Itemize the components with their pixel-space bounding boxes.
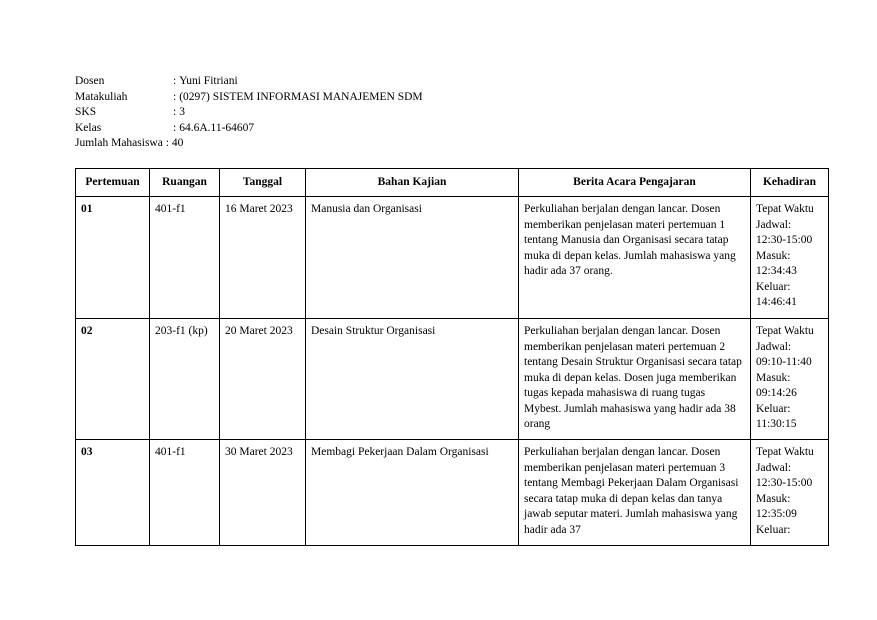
header-pertemuan: Pertemuan xyxy=(76,169,150,197)
meta-row-dosen xyxy=(75,74,423,90)
table-row xyxy=(76,319,829,440)
kehadiran-keluar: 11:30:15 xyxy=(756,418,797,430)
kehadiran-masuk-label: Masuk: xyxy=(756,249,791,262)
header-ruangan: Ruangan xyxy=(150,169,220,197)
kehadiran-keluar-label: Keluar: xyxy=(756,523,791,536)
kehadiran-jadwal: 12:30-15:00 xyxy=(756,234,813,246)
cell-pertemuan: 01 xyxy=(76,197,150,319)
kehadiran-jadwal-label: Jadwal: xyxy=(756,461,792,474)
meta-value: 40 xyxy=(171,137,184,149)
kehadiran-status: Tepat Waktu xyxy=(756,325,814,337)
cell-kehadiran xyxy=(751,319,829,440)
table-header-row xyxy=(76,169,829,197)
cell-tanggal: 16 Maret 2023 xyxy=(220,197,306,319)
kehadiran-masuk-label: Masuk: xyxy=(756,492,791,505)
cell-pertemuan: 03 xyxy=(76,440,150,546)
kehadiran-masuk: 09:14:26 xyxy=(756,387,797,399)
meta-label: SKS xyxy=(75,106,97,118)
meta-separator: : xyxy=(173,90,177,103)
cell-bahan-kajian: Desain Struktur Organisasi xyxy=(306,319,519,440)
table-row xyxy=(76,440,829,546)
meta-separator: : xyxy=(173,121,177,134)
kehadiran-jadwal-label: Jadwal: xyxy=(756,340,792,353)
cell-bahan-kajian: Manusia dan Organisasi xyxy=(306,197,519,319)
kehadiran-masuk-label: Masuk: xyxy=(756,371,791,384)
meta-label: Matakuliah xyxy=(75,90,128,103)
meta-value: (0297) SISTEM INFORMASI MANAJEMEN SDM xyxy=(179,90,423,103)
kehadiran-status: Tepat Waktu xyxy=(756,446,814,458)
cell-berita-acara: Perkuliahan berjalan dengan lancar. Dosen memberikan penjelasan materi pertemuan 3 tentang Membagi Pekerjaan Dalam Organisasi secara tatap muka di depan kelas dan tanya jawab seputar materi. Jumlah mahasiswa yang hadir ada 37 xyxy=(519,440,751,546)
meta-separator: : xyxy=(173,75,177,87)
meta-row-matakuliah xyxy=(75,90,423,106)
meta-value: 3 xyxy=(179,106,185,118)
kehadiran-keluar-label: Keluar: xyxy=(756,402,791,415)
cell-berita-acara: Perkuliahan berjalan dengan lancar. Dosen memberikan penjelasan materi pertemuan 1 tentang Manusia dan Organisasi secara tatap muka di depan kelas. Jumlah mahasiswa yang hadir ada 37 orang. xyxy=(519,197,751,319)
kehadiran-jadwal: 12:30-15:00 xyxy=(756,477,813,489)
cell-ruangan: 401-f1 xyxy=(150,197,220,319)
cell-tanggal: 30 Maret 2023 xyxy=(220,440,306,546)
kehadiran-masuk: 12:35:09 xyxy=(756,508,797,520)
cell-pertemuan: 02 xyxy=(76,319,150,440)
course-info xyxy=(75,74,423,152)
header-tanggal: Tanggal xyxy=(220,169,306,197)
cell-bahan-kajian: Membagi Pekerjaan Dalam Organisasi xyxy=(306,440,519,546)
meta-value: Yuni Fitriani xyxy=(179,75,238,87)
table-row xyxy=(76,197,829,319)
meta-row-kelas xyxy=(75,121,423,137)
cell-tanggal: 20 Maret 2023 xyxy=(220,319,306,440)
cell-berita-acara: Perkuliahan berjalan dengan lancar. Dosen memberikan penjelasan materi pertemuan 2 tentang Desain Struktur Organisasi secara tatap muka di depan kelas. Dosen juga memberikan tugas kepada mahasiswa di ruang tugas Mybest. Jumlah mahasiswa yang hadir ada 38 orang xyxy=(519,319,751,440)
meta-row-sks xyxy=(75,105,423,121)
cell-kehadiran xyxy=(751,440,829,546)
meta-separator: : xyxy=(165,137,169,149)
meta-label: Kelas xyxy=(75,121,102,134)
kehadiran-jadwal-label: Jadwal: xyxy=(756,218,792,231)
cell-ruangan: 203-f1 (kp) xyxy=(150,319,220,440)
kehadiran-status: Tepat Waktu xyxy=(756,203,814,215)
kehadiran-masuk: 12:34:43 xyxy=(756,265,797,277)
meta-row-jumlah-mahasiswa xyxy=(75,136,423,152)
meta-value: 64.6A.11-64607 xyxy=(179,121,255,134)
header-berita-acara: Berita Acara Pengajaran xyxy=(519,169,751,197)
meta-label: Jumlah Mahasiswa xyxy=(75,137,163,149)
cell-ruangan: 401-f1 xyxy=(150,440,220,546)
header-kehadiran: Kehadiran xyxy=(751,169,829,197)
meta-separator: : xyxy=(173,106,177,118)
kehadiran-keluar: 14:46:41 xyxy=(756,296,797,308)
kehadiran-jadwal: 09:10-11:40 xyxy=(756,356,812,368)
attendance-table xyxy=(75,168,829,546)
meta-label: Dosen xyxy=(75,75,105,87)
kehadiran-keluar-label: Keluar: xyxy=(756,280,791,293)
header-bahan-kajian: Bahan Kajian xyxy=(306,169,519,197)
cell-kehadiran xyxy=(751,197,829,319)
